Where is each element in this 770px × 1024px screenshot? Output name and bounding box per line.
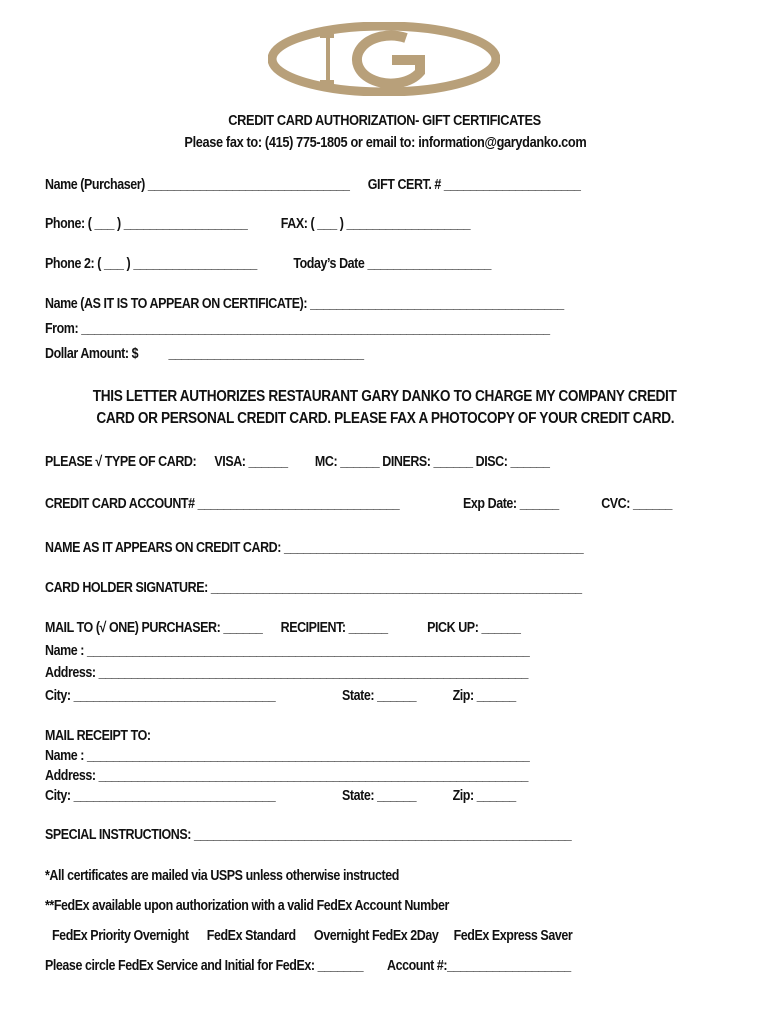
fax-email-line: Please fax to: (415) 775-1805 or email to: information@garydanko.com [184,135,586,151]
receipt-city-field[interactable]: City: _______________________________ [45,788,276,804]
fedex-account-field[interactable]: Account #:___________________ [386,958,571,974]
card-holder-signature-field[interactable]: CARD HOLDER SIGNATURE: _________________________________________________________ [45,580,582,596]
todays-date-field[interactable]: Today’s Date ___________________ [293,256,492,272]
mail-to-state-field[interactable]: State: ______ [342,688,417,704]
fax-field[interactable]: FAX: ( ___ ) ___________________ [280,216,471,232]
receipt-address-field[interactable]: Address: __________________________________________________________________ [45,768,528,784]
card-account-row [45,496,672,512]
mail-to-zip-field[interactable]: Zip: ______ [452,688,516,704]
gary-danko-logo [268,22,500,96]
purchaser-name-field[interactable]: Name (Purchaser) _______________________________ [45,177,350,193]
usps-note: *All certificates are mailed via USPS unless otherwise instructed [45,868,399,884]
fedex-footer-row [45,958,571,974]
mail-to-pickup-field[interactable]: PICK UP: ______ [427,620,521,636]
receipt-zip-field[interactable]: Zip: ______ [452,788,516,804]
fedex-note: **FedEx available upon authorization with a valid FedEx Account Number [45,898,449,914]
visa-field[interactable]: VISA: ______ [214,454,288,470]
form-title: CREDIT CARD AUTHORIZATION- GIFT CERTIFICATES [228,113,542,129]
mail-to-recipient-field[interactable]: RECIPIENT: ______ [280,620,388,636]
diners-field[interactable]: DINERS: ______ [382,454,473,470]
exp-date-field[interactable]: Exp Date: ______ [463,496,559,512]
receipt-name-field[interactable]: Name : ____________________________________________________________________ [45,748,530,764]
mail-to-purchaser-field[interactable]: MAIL TO (√ ONE) PURCHASER: ______ [45,620,263,636]
card-account-field[interactable]: CREDIT CARD ACCOUNT# _______________________________ [45,496,400,512]
from-field[interactable]: From: ________________________________________________________________________ [45,321,550,337]
gift-cert-number-field[interactable]: GIFT CERT. # _____________________ [367,177,581,193]
mail-receipt-heading: MAIL RECEIPT TO: [45,728,151,744]
card-type-row [45,454,549,470]
receipt-state-field[interactable]: State: ______ [342,788,417,804]
phone-field[interactable]: Phone: ( ___ ) ___________________ [45,216,248,232]
receipt-city-row [45,788,516,804]
mail-to-address-field[interactable]: Address: __________________________________________________________________ [45,665,528,681]
disc-field[interactable]: DISC: ______ [475,454,550,470]
fedex-option-priority-overnight[interactable]: FedEx Priority Overnight [52,928,189,944]
phone2-row [45,256,491,272]
name-on-card-field[interactable]: NAME AS IT APPEARS ON CREDIT CARD: ______________________________________________ [45,540,584,556]
fedex-option-2day[interactable]: Overnight FedEx 2Day [313,928,439,944]
special-instructions-field[interactable]: SPECIAL INSTRUCTIONS: __________________________________________________________ [45,827,572,843]
purchaser-row [45,177,581,193]
cvc-field[interactable]: CVC: ______ [601,496,673,512]
certificate-name-field[interactable]: Name (AS IT IS TO APPEAR ON CERTIFICATE): _______________________________________ [45,296,564,312]
phone-row [45,216,470,232]
dollar-amount-label: Dollar Amount: $ [45,346,139,362]
fedex-options-row [52,928,572,944]
mail-to-city-row [45,688,516,704]
fedex-initial-field[interactable]: Please circle FedEx Service and Initial for FedEx: _______ [45,958,364,974]
mail-to-city-field[interactable]: City: _______________________________ [45,688,276,704]
dollar-amount-field[interactable]: ______________________________ [168,346,364,362]
card-type-prompt: PLEASE √ TYPE OF CARD: [45,454,197,470]
mail-to-row [45,620,520,636]
phone2-field[interactable]: Phone 2: ( ___ ) ___________________ [45,256,257,272]
fedex-option-express-saver[interactable]: FedEx Express Saver [453,928,573,944]
authorization-line-2: CARD OR PERSONAL CREDIT CARD. PLEASE FAX A PHOTOCOPY OF YOUR CREDIT CARD. [96,410,674,427]
mail-to-name-field[interactable]: Name : ____________________________________________________________________ [45,643,530,659]
mc-field[interactable]: MC: ______ [314,454,380,470]
authorization-line-1: THIS LETTER AUTHORIZES RESTAURANT GARY DANKO TO CHARGE MY COMPANY CREDIT [93,388,677,405]
fedex-option-standard[interactable]: FedEx Standard [206,928,296,944]
dollar-amount-row [45,346,364,362]
